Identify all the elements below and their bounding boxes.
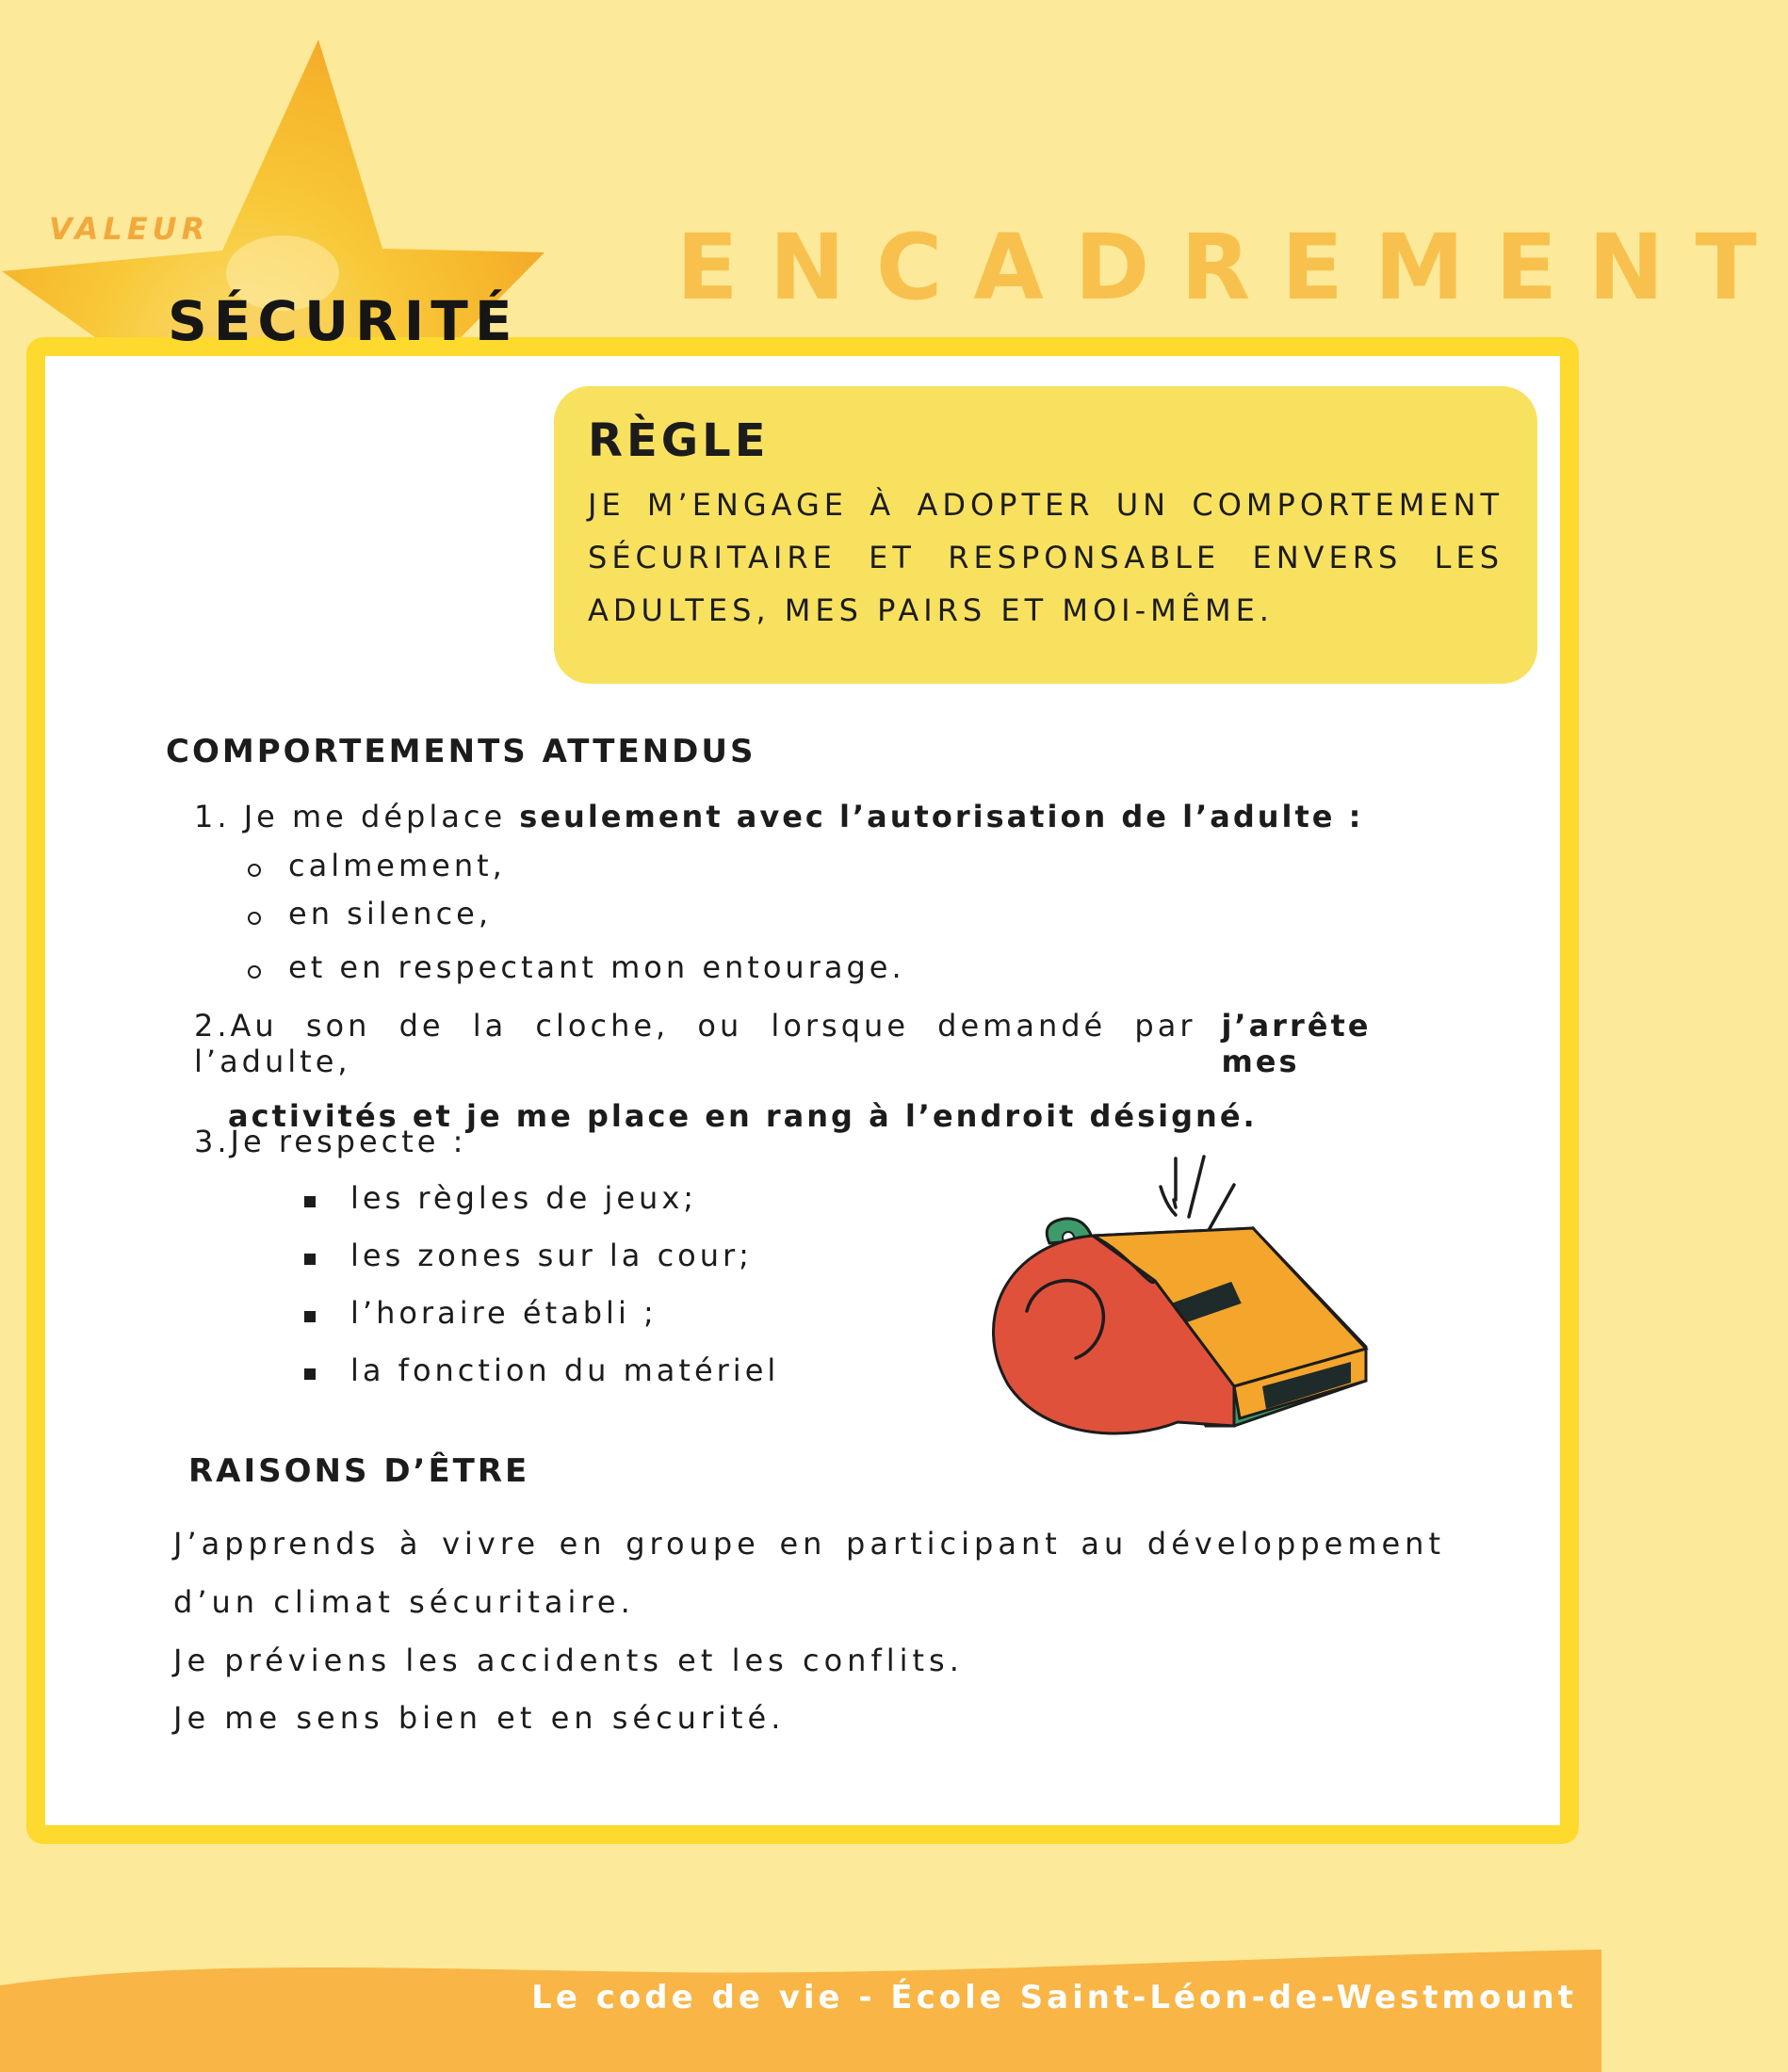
comportement-item-3 [194,1124,466,1159]
item-number: 2. [194,1008,231,1044]
item-number: 1. [194,799,231,834]
raison-line: J’apprends à vivre en groupe en participant au développement d’un climat sécuritaire. [173,1526,1445,1620]
regle-box [554,386,1537,684]
bullet-circle [248,864,261,877]
item-text: Je respecte : [230,1124,467,1159]
valeur-label: VALEUR [49,211,210,247]
comportement-item-1 [194,799,1363,834]
valeur-name: SÉCURITÉ [168,289,519,353]
raisons-title: RAISONS D’ÊTRE [188,1452,530,1490]
raison-line: Je me sens bien et en sécurité. [173,1700,786,1736]
sub-item: les zones sur la cour; [350,1238,753,1273]
bullet-square [304,1254,316,1265]
item-text-bold: seulement avec l’autorisation de l’adulte : [519,799,1364,834]
sub-item: et en respectant mon entourage. [288,949,905,985]
sub-item: l’horaire établi ; [350,1295,658,1331]
sub-item: calmement, [288,848,506,883]
regle-text: JE M’ENGAGE À ADOPTER UN COMPORTEMENT SÉCURITAIRE ET RESPONSABLE ENVERS LES ADULTES, MES PAIRS ET MOI-MÊME. [588,487,1504,628]
item-text-bold: activités et je me place en rang à l’endroit désigné. [228,1098,1258,1134]
item-number: 3. [194,1124,231,1159]
item-text-bold: j’arrête mes [1221,1008,1372,1079]
bullet-circle [248,912,261,925]
item-text: Je me déplace [243,799,520,834]
bullet-square [304,1368,316,1380]
comportements-title: COMPORTEMENTS ATTENDUS [166,733,756,770]
comportement-item-2 [194,1008,1443,1134]
raison-line: Je préviens les accidents et les conflits. [173,1643,964,1678]
sub-item: la fonction du matériel [350,1352,780,1388]
item-text: Au son de la cloche, ou lorsque demandé par l’adulte, [194,1008,1196,1079]
category-title: ENCADREMENT [676,215,1788,320]
regle-title: RÈGLE [588,414,770,467]
footer-text: Le code de vie - École Saint-Léon-de-Westmount [531,1979,1577,2016]
bullet-square [304,1311,316,1322]
bullet-square [304,1196,316,1207]
sub-item: les règles de jeux; [350,1180,698,1216]
bullet-circle [248,965,261,979]
sub-item: en silence, [288,896,493,931]
whistle-icon [951,1140,1385,1469]
